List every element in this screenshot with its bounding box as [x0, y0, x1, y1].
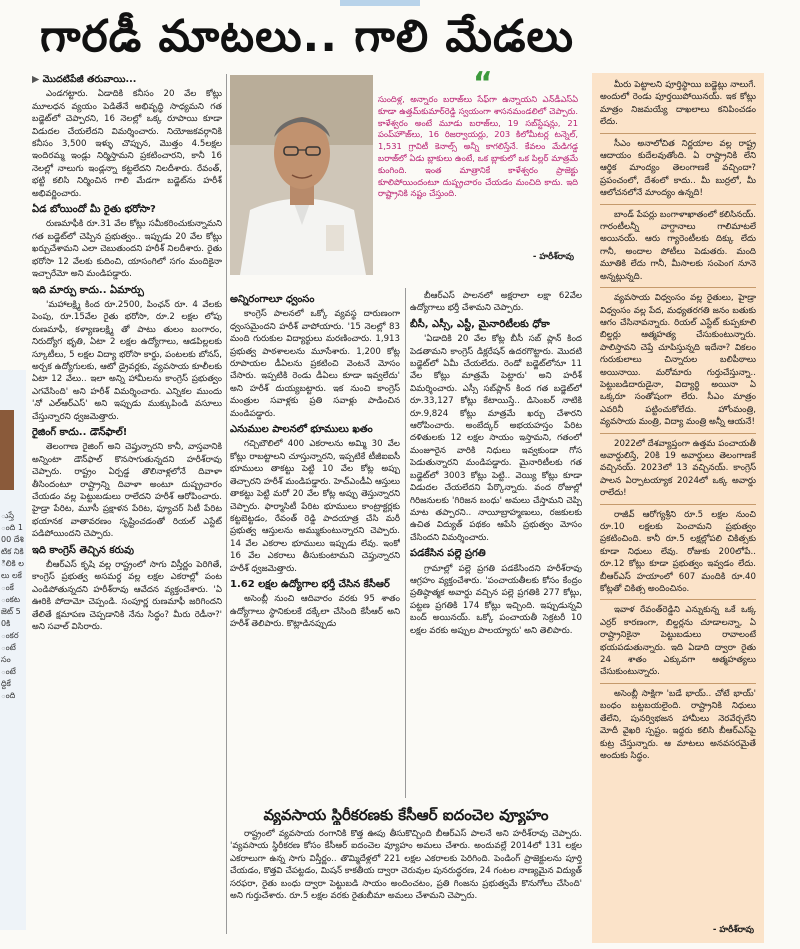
pull-quote [378, 66, 578, 270]
sidebar-divider [600, 599, 756, 600]
sidebar-paragraph: సీఎం అనాలోచిత నిర్ణయాల వల్ల రాష్ట్ర ఆదాయం కుదేలవుతోంది. ఏ రాష్ట్రానికి లేని ఆర్థిక మాంద్యం తెలంగాణకే వచ్చిందా? ప్రపంచంలో, దేశంలో కాదు.. మీ బుర్రలో, మీ ఆలోచనలోనే మాంద్యం ఉన్నది! [600, 138, 756, 199]
article-column-1 [32, 74, 222, 934]
paragraph: కాంగ్రెస్ పాలనలో ఒక్కో వ్యవస్థ దారుణంగా ధ్వంసమైందని హరీశ్ వాపోయారు. '15 నెలల్లో 83 మంది గురుకుల విద్యార్థులు మరణించారు. 1,913 ప్రభుత్వ పాఠశాలలను మూసేశారు. 1,200 కోట్ల రూపాయల డీఏలను ప్రకటించి వెంటనే మోసం చేసారు. ఇప్పటికి రెండు డీఏలు కూడా ఇవ్వలేదు' అని హరీశ్ దుయ్యబట్టారు. ఇక నుంచి కాంగ్రెస్ మంత్రుల సవాళ్లకు ప్రతి సవాళ్లు పాడించిన మండిపడ్డారు. [230, 309, 400, 419]
sidebar-quote-panel [592, 73, 764, 943]
paragraph: తెలంగాణ రైజింగ్ అని చెప్తున్నారని కానీ, వాస్తవానికి అన్నింటా డౌన్‌ఫాల్ కొనసాగుతున్నదని హరీశ్‌రావు చెప్పారు. రాష్ట్రం ఏర్పడ్డ తొలినాళ్లలోనే దివాళా తీసిందంటూ రాష్ట్రాన్ని దివాళా అంటూ దుష్ప్రచారం చేయడం వల్ల పెట్టుబడులు రాలేదని హరీశ్ ఆరోపించారు. హైడ్రా పేరిట, మూసీ ప్రక్షాళన పేరిట, ఫ్యూచర్ సిటీ పేరిట భయానక వాతావరణం సృష్టించడంతో రియల్ ఎస్టేట్ పడిపోయిందని చెప్పారు. [32, 442, 222, 540]
subheading: ఏడ బోయిందో మీ రైతు భరోసా? [32, 204, 156, 216]
sidebar-author: - హరీశ్‌రావు [712, 925, 754, 935]
paragraph: ఎండగట్టారు. ఏడాదికి కనీసం 20 వేల కోట్లు మూలధన వ్యయం పెడితేనే అభివృద్ధి సాధ్యమని గత బడ్జెట్‌లో చెప్పారని, 16 నెలల్లో ఒక్క రూపాయి కూడా విడుదల చేయలేదని విమర్శించారు. నియోజకవర్గానికి కనీసం 3,500 ఇళ్ళు చొప్పున, మొత్తం 4.5లక్షల ఇందిరమ్మ ఇండ్లు నిర్మిస్తామని ప్రకటించారని, కానీ 16 నెలల్లో నాలుగు ఇండ్లన్నా కట్టలేదని నిలదీశారు. రేవంత్, భట్టి కలిసి నిర్మించిన గాలి మేడగా బడ్జెట్‌ను హరీశ్ అభివర్ణించారు. [32, 89, 222, 199]
sidebar-divider [600, 133, 756, 134]
speaker-photo [230, 75, 373, 275]
headline: గారడీ మాటలు.. గాలి మేడలు [40, 11, 574, 62]
speaker-portrait-illustration [230, 75, 373, 275]
paragraph: అసెంబ్లీ నుంచి ఆదివారం వరకు 95 శాతం ఉద్యోగాలు స్థానికులకే దక్కేలా చేసింది కేసీఆర్ అని హరీశ్ తెలిపారు. కొట్లాడినప్పుడు [230, 594, 400, 630]
sidebar-paragraph: వ్యవసాయ విధ్వంసం వల్ల రైతులు, హైడ్రా విధ్వంసం వల్ల పేద, మధ్యతరగతి జనం బతుకు ఆగం చేసినావన్నారు. రియల్ ఎస్టేట్ కుప్పకూలి బిల్డర్లు ఆత్మహత్య చేసుకుంటున్నారు. పాలిస్తావని చెప్తే చూపిస్తున్నది ఇదేనా? వికలం గురుకులాలు చిన్నారుల బలిపీఠాలు అయినాయి. మరోమారు గుర్తుచేస్తున్నా.. పెట్టుబడిదారుడైనా, విద్యార్థి అయినా ఏ ఒక్కరూ సంతోషంగా లేరు. సీఎం మాత్రం ఎవరినీ పట్టించుకోలేదు. హోంమంత్రి, వ్యవసాయ మంత్రి, విద్యా మంత్రి అన్నీ ఆయనే! [600, 293, 756, 428]
continued-kicker [32, 74, 222, 86]
paragraph: 'ఏడాదికి 20 వేల కోట్ల బీసీ సబ్ ప్లాన్ కింద పెడతామని కాంగ్రెస్ డిక్లరేషన్ ఉదరగొట్టారు. మొదటి బడ్జెట్‌లో ఏమీ చేయలేదు. రెండో బడ్జెట్‌లోనూ 11 వేల కోట్లు మాత్రమే పెట్టారు' అని హరీశ్ విమర్శించారు. ఎస్సీ సబ్‌ప్లాన్ కింద గత బడ్జెట్‌లో రూ.33,127 కోట్లు కేటాయిస్తే.. డిసెంబర్ నాటికి రూ.9,824 కోట్లు మాత్రమే ఖర్చు చేశారని ఆరోపించారు. అంబేద్కర్ అభయహస్తం పేరిట దళితులకు 12 లక్షల సాయం ఇస్తామని, గతంలో మంజూరైన వారికి నిధులు ఇవ్వకుండా గోస పెడుతున్నారని మండిపడ్డారు. మైనారిటీలకు గత బడ్జెట్‌లో 3003 కోట్లు పెట్టి.. వెయ్యి కోట్లు కూడా విడుదల చేయలేదని పేర్కొన్నారు. వంద రోజుల్లో గిరిజనులకు 'గిరిజన బంధు' అమలు చేస్తామని చెప్పి మాట తప్పారని.. నాయీబ్రాహ్మణులు, రజకులకు ఉచిత విద్యుత్ పథకం ఆపేసి ప్రభుత్వం మోసం చేసిందని విమర్శించారు. [410, 334, 582, 543]
column-divider [405, 288, 406, 798]
sidebar-divider [600, 504, 756, 505]
paragraph: గ్రామాల్లో పల్లె ప్రగతి పడకేసిందని హరీశ్‌రావు ఆగ్రహం వ్యక్తంచేశారు. 'పంచాయతీలకు కోసం కేంద్రం ప్రతిష్ఠాత్మక అవార్డు వచ్చిన పల్లె ప్రగతికి 277 కోట్లు, పట్టణ ప్రగతికి 174 కోట్లు ఇచ్చింది. ఇప్పుడున్నవి బంద్ అయినయ్. ఒక్కో పంచాయతీ సెక్రటరీ 10 లక్షల వరకు అప్పుల పాలయ్యారు' అని తెలిపారు. [410, 563, 582, 636]
article-column-2 [230, 290, 400, 798]
subheading: ఇది కాంగ్రెస్ తెచ్చిన కరువు [32, 544, 134, 556]
paragraph: 'మహాలక్ష్మి కింద రూ.2500, పింఛన్ రూ. 4 వేలకు పెంపు, రూ.15వేల రైతు భరోసా, రూ.2 లక్షల లోపు రుణమాఫీ, కళ్యాణలక్ష్మి తో పాటు తులం బంగారం, నిరుద్యోగ భృతి, ఏటా 2 లక్షల ఉద్యోగాలు, ఆడపిల్లలకు స్కూటీలు, 5 లక్షల విద్యా భరోసా కార్డు, పంటలకు బోనస్, అర్చక ఉద్యోగులకు, ఆటో డ్రైవర్లకు, వ్యవసాయ కూలీలకు ఏటా 12 వేలు.. ఇలా అన్ని హామీలను కాంగ్రెస్ ప్రభుత్వం ఎగవేసింది' అని హరీశ్ విమర్శించారు. ఎన్నికల ముందు 'నో ఎల్‌ఆర్ఎస్' అని ఇప్పుడు ముక్కుపిండి వసూలు చేస్తున్నారని ధ్వజమెత్తారు. [32, 299, 222, 422]
paragraph: రాష్ట్రంలో వ్యవసాయ రంగానికి కొత్త ఊపు తీసుకొచ్చింది బీఆర్ఎస్ పాలనే అని హరీశ్‌రావు చెప్పారు. 'వ్యవసాయ స్థిరీకరణ కోసం కేసీఆర్ ఐదంచెల వ్యూహం అమలు చేశారు. అందువల్లే 2014లో 131 లక్షల ఎకరాలుగా ఉన్న సాగు విస్తీర్ణం.. తొమ్మిదేళ్లలో 221 లక్షల ఎకరాలకు పెరిగింది. పెండింగ్ ప్రాజెక్టులను పూర్తి చేయడం, కొత్తవి చేపట్టడం, మిషన్ కాకతీయ ద్వారా చెరువుల పునరుద్ధరణ, 24 గంటల నాణ్యమైన విద్యుత్ సరఫరా, రైతు బంధు ద్వారా పెట్టుబడి సాయం అందించటం, ప్రతి గింజను ప్రభుత్వమే కొనుగోలు చేసింది' అని గుర్తుచేశారు. రూ.5 లక్షల వరకు రైతుబీమా అమలు చేశామని చెప్పారు. [230, 829, 582, 902]
subheading: ఇది మార్పు కాదు.. ఏమార్పు [32, 284, 144, 296]
sidebar-text [600, 79, 756, 917]
paragraph: గచ్చిబౌలిలో 400 ఎకరాలను అమ్మి 30 వేల కోట్లు రాబట్టాలని చూస్తున్నారని, ఇప్పటికే టీజీఐఐసీ భూములు తాకట్టు పెట్టి 10 వేల కోట్ల అప్పు తెచ్చారని హరీశ్ మండిపడ్డారు. హెచ్ఎండీఏ ఆస్తులు తాకట్టు పెట్టి మరో 20 వేల కోట్ల అప్పు తెస్తున్నారని చెప్పారు. ఫార్మాసిటీ పేరిట భూములు కాంట్రాక్టర్లకు కట్టబెట్టడం, రేవంత్ రెడ్డి పాదయాత్ర చేసి మరీ ప్రభుత్వ ఆస్తులను అమ్ముకుంటున్నారని చెప్పారు. 14 వేల ఎకరాల భూములు ఇప్పుడు లేవు. ఇంకో 16 వేల ఎకరాలు తీసుకుంటామని చెప్తున్నారని హరీశ్ ధ్వజమెత్తారు. [230, 439, 400, 574]
sidebar-divider [600, 683, 756, 684]
sidebar-divider [600, 204, 756, 205]
section-banner: వ్యవసాయ స్థిరీకరణకు కేసీఆర్ ఐదంచెల వ్యూహం [263, 806, 549, 824]
quote-mark-icon: “ [473, 66, 493, 101]
subheading: పడకేసిన పల్లె ప్రగతి [410, 548, 486, 560]
subheading: బీసీ, ఎస్సీ, ఎస్టీ, మైనారిటీలకు ధోకా [410, 318, 550, 330]
left-edge-fragment [0, 370, 26, 930]
pull-quote-text: సుందిళ్ల, అన్నారం బరాజ్‌లు సేఫ్‌గా ఉన్నాయని ఎన్‌డీఎస్‌ఏ కూడా ఉత్తమ్‌కుమార్‌రెడ్డి స్వయంగా శాసనమండలిలో చెప్పారు. కాళేశ్వరం అంటే మూడు బరాజ్‌లు, 19 సబ్‌స్టేషన్లు, 21 పంప్‌హౌజ్‌లు, 16 రిజర్వాయర్లు, 203 కిలోమీటర్ల టన్నెల్, 1,531 గ్రావిటీ కెనాల్స్ అన్నీ కాగలిస్తేనే. కేవలం మేడిగడ్డ బరాజ్‌లో ఏడు బ్లాకులు ఉంటే, ఒక బ్లాకులో ఒక పిల్లర్ మాత్రమే కుంగింది. ఇంత మాత్రానికే కాళేశ్వరం ప్రాజెక్టు కూలిపోయిందంటూ దుష్ప్రచారం చేయడం మంచిది కాదు. ఇది రాష్ట్రానికి నష్టం చేస్తుంది. [378, 94, 578, 199]
subheading: అన్నిరంగాలూ ధ్వంసం [230, 294, 315, 305]
paragraph: రుణమాఫీకి రూ.31 వేల కోట్లు సమీకరించుకున్నామని గత బడ్జెట్‌లో చెప్పిన ప్రభుత్వం.. ఇప్పుడు 20 వేల కోట్లు ఖర్చుచేశామని ఎలా చెబుతుందని హరీశ్ నిలదీశారు. రైతు భరోసా 12 వేలకు కుదించి, యాసంగిలో సగం మందికైనా ఇచ్చారేమో అని మండిపడ్డారు. [32, 219, 222, 280]
subheading: రైజింగ్ కాదు.. డౌన్‌ఫాల్! [32, 426, 128, 438]
article-column-3 [410, 290, 582, 798]
paragraph: బీఆర్ఎస్ కృషి వల్ల రాష్ట్రంలో సాగు విస్తీర్ణం పెరిగితే, కాంగ్రెస్ ప్రభుత్వ అసమర్థ వల్ల లక్షల ఎకరాల్లో పంట ఎండిపోతున్నదని హరీశ్‌రావు ఆవేదన వ్యక్తంచేశారు. 'ఏ ఊరికి పోదామో చెప్పండి. సంపూర్ణ రుణమాఫీ జరిగిందని తేలితే క్షమాపణ చెప్పడానికి నేను సిద్ధం? మీరు రెడీనా?' అని సవాల్ విసిరారు. [32, 560, 222, 633]
subheading: ఎనుముల పాలనలో భూములు ఖతం [230, 424, 373, 436]
sidebar-paragraph: అసెంబ్లీ సాక్షిగా 'బడే భాయ్.. చోటే భాయ్' బంధం బట్టబయలైంది. రాష్ట్రానికి నిధులు తేలేని, పునర్విభజన హామీలు నెరవేర్చలేని మోదీ వైఖరి స్పష్టం. ఇద్దరు కలిసి బీఆర్ఎస్‌పై కుట్ర చేస్తున్నారు. ఆ మాటలు అనవసరమైతే అందుకు సిద్ధం. [600, 688, 756, 761]
subheading: 1.62 లక్షల ఉద్యోగాల భర్తీ చేసిన కేసీఆర్ [230, 578, 390, 590]
sidebar-paragraph: బాండ్ పేపర్లు బంగాళాఖాతంలో కలిసినయ్. గారంటీలన్నీ వాగ్దానాలు గాలిమాటలే అయినయ్. ఆరు గ్యారెంటీలకు దిక్కు లేదు గానీ, అందాల పోటీలు పెడుతరు. మంది మూతికి లేదు గానీ, మీసాలకు సంపెంగ నూనె అన్నట్లున్నది. [600, 209, 756, 282]
adjacent-photo-fragment [0, 410, 14, 490]
paragraph: బీఆర్ఎస్ పాలనలో అక్షరాలా లక్షా 62వేల ఉద్యోగాలు భర్తీ చేశామని చెప్పారు. [410, 291, 582, 314]
sidebar-paragraph: రాజీవ్ ఆరోగ్యశ్రీని రూ.5 లక్షల నుంచి రూ.10 లక్షలకు పెంచామని ప్రభుత్వం ప్రకటించింది. కానీ రూ.5 లక్షల్లోపలి చికిత్సకు కూడా నిధులు లేవు. రోజుకు 200లోపే.. రూ.12 కోట్లు కూడా ప్రభుత్వం ఇవ్వడం లేదు. బీఆర్ఎస్ హయాంలో 607 మందికి రూ.40 కోట్లతో చికిత్స అందించినం. [600, 509, 756, 595]
pull-quote-author: - హరీశ్‌రావు [532, 252, 574, 262]
sidebar-paragraph: మీరు పెట్టాలని పూర్తిస్థాయి బడ్జెట్లు నాలుగే. అందులో రెండు పూర్తయిపోయినయ్. ఇక కోట్లు మాత్రం నిజమయ్యే దాఖలాలు కనిపించడం లేదు. [600, 80, 756, 128]
article-bottom-block [230, 828, 582, 940]
column-divider [226, 74, 227, 934]
sidebar-paragraph: ఇవాళ రేవంత్‌రెడ్డిని ఎన్నుకున్న ఒకే ఒక్క ఎర్రర్ కారణంగా, బిల్డర్లను చూడాలన్నా, ఏ రాష్ట్రానికైనా పెట్టుబడులు రావాలంటే భయపడుతున్నారు. ఇది ఏడాది ద్వారా రైతు 24 శాతం ఎక్కువగా ఆత్మహత్యలు చేసుకుంటున్నారు. [600, 605, 756, 678]
sidebar-divider [600, 433, 756, 434]
sidebar-divider [600, 287, 756, 288]
sidebar-paragraph: 2022లో దేశవ్యాప్తంగా ఉత్తమ పంచాయతీ అవార్డులిస్తే, 20కి 19 అవార్డులు తెలంగాణకే వచ్చినయ్. 2023లో 13 వచ్చినయ్. కాంగ్రెస్ పాలన ఏర్పాటయ్యాక 2024లో ఒక్క అవార్డు రాలేదు! [600, 438, 756, 499]
left-edge-text: ుస్తే ంది 100 దేశి టిక నికి ిలికి లలు లకే ంకే ంకట జెట్ 50కి ంకర ంటే సం ంటే ద్దికే ంది [1, 511, 24, 700]
kicker-text: మొదటిపేజీ తరువాయి... [42, 74, 137, 85]
arrow-icon: ▶ [32, 74, 43, 85]
